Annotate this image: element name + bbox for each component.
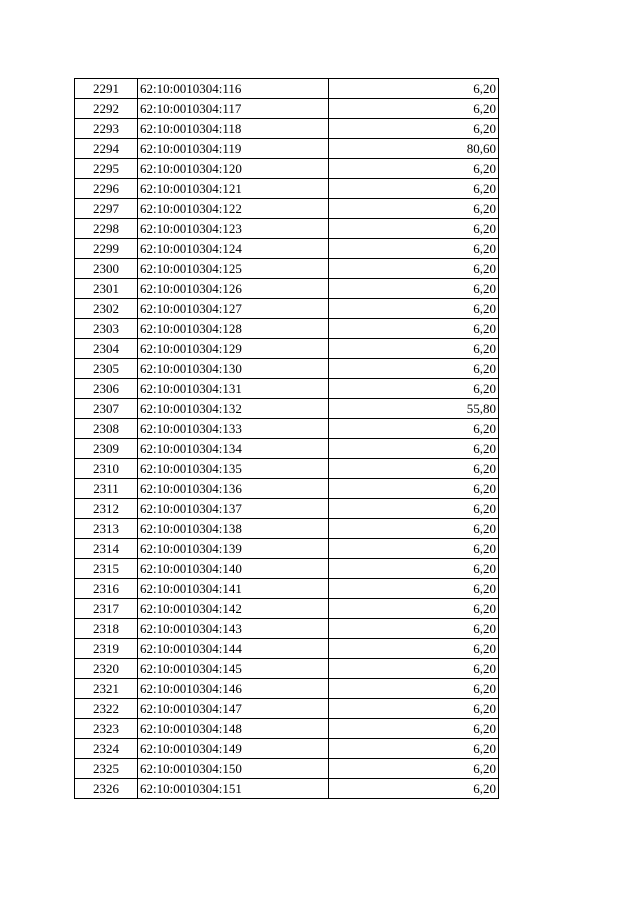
table-row [75,539,499,559]
row-number: 2321 [75,679,138,699]
area-value: 6,20 [329,459,499,479]
cadastral-number: 62:10:0010304:148 [138,719,329,739]
cadastral-number: 62:10:0010304:122 [138,199,329,219]
table-body [75,79,499,799]
row-number: 2294 [75,139,138,159]
cadastral-number: 62:10:0010304:118 [138,119,329,139]
area-value: 6,20 [329,359,499,379]
cadastral-number: 62:10:0010304:132 [138,399,329,419]
table-row [75,619,499,639]
cadastral-table [74,78,499,799]
cadastral-number: 62:10:0010304:129 [138,339,329,359]
table-row [75,299,499,319]
cadastral-number: 62:10:0010304:136 [138,479,329,499]
table-row [75,479,499,499]
row-number: 2308 [75,419,138,439]
cadastral-number: 62:10:0010304:147 [138,699,329,719]
row-number: 2305 [75,359,138,379]
cadastral-number: 62:10:0010304:124 [138,239,329,259]
cadastral-number: 62:10:0010304:128 [138,319,329,339]
row-number: 2314 [75,539,138,559]
table-row [75,719,499,739]
area-value: 6,20 [329,339,499,359]
table-row [75,659,499,679]
row-number: 2302 [75,299,138,319]
area-value: 6,20 [329,219,499,239]
row-number: 2325 [75,759,138,779]
table-row [75,359,499,379]
row-number: 2319 [75,639,138,659]
area-value: 6,20 [329,719,499,739]
row-number: 2317 [75,599,138,619]
area-value: 6,20 [329,199,499,219]
row-number: 2301 [75,279,138,299]
row-number: 2300 [75,259,138,279]
row-number: 2320 [75,659,138,679]
area-value: 6,20 [329,419,499,439]
area-value: 6,20 [329,579,499,599]
cadastral-number: 62:10:0010304:126 [138,279,329,299]
table-row [75,559,499,579]
row-number: 2307 [75,399,138,419]
table-row [75,419,499,439]
area-value: 6,20 [329,259,499,279]
area-value: 6,20 [329,559,499,579]
row-number: 2322 [75,699,138,719]
area-value: 6,20 [329,319,499,339]
area-value: 6,20 [329,239,499,259]
table-row [75,319,499,339]
area-value: 6,20 [329,679,499,699]
area-value: 6,20 [329,619,499,639]
cadastral-number: 62:10:0010304:123 [138,219,329,239]
cadastral-number: 62:10:0010304:137 [138,499,329,519]
table-row [75,499,499,519]
table-row [75,219,499,239]
table-row [75,199,499,219]
cadastral-number: 62:10:0010304:140 [138,559,329,579]
area-value: 6,20 [329,779,499,799]
row-number: 2303 [75,319,138,339]
table-row [75,579,499,599]
area-value: 6,20 [329,519,499,539]
row-number: 2292 [75,99,138,119]
cadastral-number: 62:10:0010304:131 [138,379,329,399]
cadastral-number: 62:10:0010304:134 [138,439,329,459]
row-number: 2316 [75,579,138,599]
area-value: 6,20 [329,639,499,659]
table-row [75,279,499,299]
area-value: 6,20 [329,439,499,459]
cadastral-number: 62:10:0010304:121 [138,179,329,199]
table-row [75,759,499,779]
cadastral-number: 62:10:0010304:146 [138,679,329,699]
cadastral-number: 62:10:0010304:142 [138,599,329,619]
cadastral-number: 62:10:0010304:116 [138,79,329,99]
area-value: 6,20 [329,99,499,119]
table-row [75,79,499,99]
row-number: 2291 [75,79,138,99]
area-value: 6,20 [329,79,499,99]
row-number: 2313 [75,519,138,539]
area-value: 6,20 [329,379,499,399]
cadastral-number: 62:10:0010304:119 [138,139,329,159]
cadastral-number: 62:10:0010304:145 [138,659,329,679]
area-value: 6,20 [329,599,499,619]
area-value: 6,20 [329,299,499,319]
table-row [75,239,499,259]
row-number: 2296 [75,179,138,199]
row-number: 2310 [75,459,138,479]
table-row [75,779,499,799]
table-row [75,99,499,119]
row-number: 2304 [75,339,138,359]
area-value: 6,20 [329,179,499,199]
table-row [75,439,499,459]
table-row [75,599,499,619]
row-number: 2312 [75,499,138,519]
row-number: 2324 [75,739,138,759]
table-row [75,739,499,759]
cadastral-number: 62:10:0010304:138 [138,519,329,539]
cadastral-number: 62:10:0010304:117 [138,99,329,119]
table-row [75,339,499,359]
cadastral-number: 62:10:0010304:139 [138,539,329,559]
area-value: 6,20 [329,279,499,299]
table-row [75,639,499,659]
row-number: 2299 [75,239,138,259]
area-value: 6,20 [329,759,499,779]
row-number: 2315 [75,559,138,579]
row-number: 2297 [75,199,138,219]
cadastral-number: 62:10:0010304:133 [138,419,329,439]
table-row [75,139,499,159]
row-number: 2293 [75,119,138,139]
row-number: 2311 [75,479,138,499]
area-value: 6,20 [329,739,499,759]
row-number: 2298 [75,219,138,239]
cadastral-number: 62:10:0010304:127 [138,299,329,319]
table-row [75,699,499,719]
area-value: 6,20 [329,699,499,719]
area-value: 6,20 [329,499,499,519]
row-number: 2318 [75,619,138,639]
cadastral-number: 62:10:0010304:149 [138,739,329,759]
table-row [75,159,499,179]
table-row [75,119,499,139]
table-row [75,459,499,479]
table-row [75,179,499,199]
area-value: 55,80 [329,399,499,419]
table-row [75,379,499,399]
cadastral-number: 62:10:0010304:141 [138,579,329,599]
cadastral-number: 62:10:0010304:120 [138,159,329,179]
table-row [75,399,499,419]
cadastral-number: 62:10:0010304:135 [138,459,329,479]
cadastral-number: 62:10:0010304:144 [138,639,329,659]
cadastral-number: 62:10:0010304:151 [138,779,329,799]
area-value: 6,20 [329,539,499,559]
table-row [75,519,499,539]
row-number: 2326 [75,779,138,799]
cadastral-number: 62:10:0010304:130 [138,359,329,379]
area-value: 6,20 [329,659,499,679]
table-row [75,259,499,279]
row-number: 2306 [75,379,138,399]
area-value: 80,60 [329,139,499,159]
area-value: 6,20 [329,159,499,179]
cadastral-number: 62:10:0010304:143 [138,619,329,639]
row-number: 2323 [75,719,138,739]
row-number: 2295 [75,159,138,179]
cadastral-number: 62:10:0010304:125 [138,259,329,279]
row-number: 2309 [75,439,138,459]
cadastral-number: 62:10:0010304:150 [138,759,329,779]
area-value: 6,20 [329,119,499,139]
table-row [75,679,499,699]
area-value: 6,20 [329,479,499,499]
